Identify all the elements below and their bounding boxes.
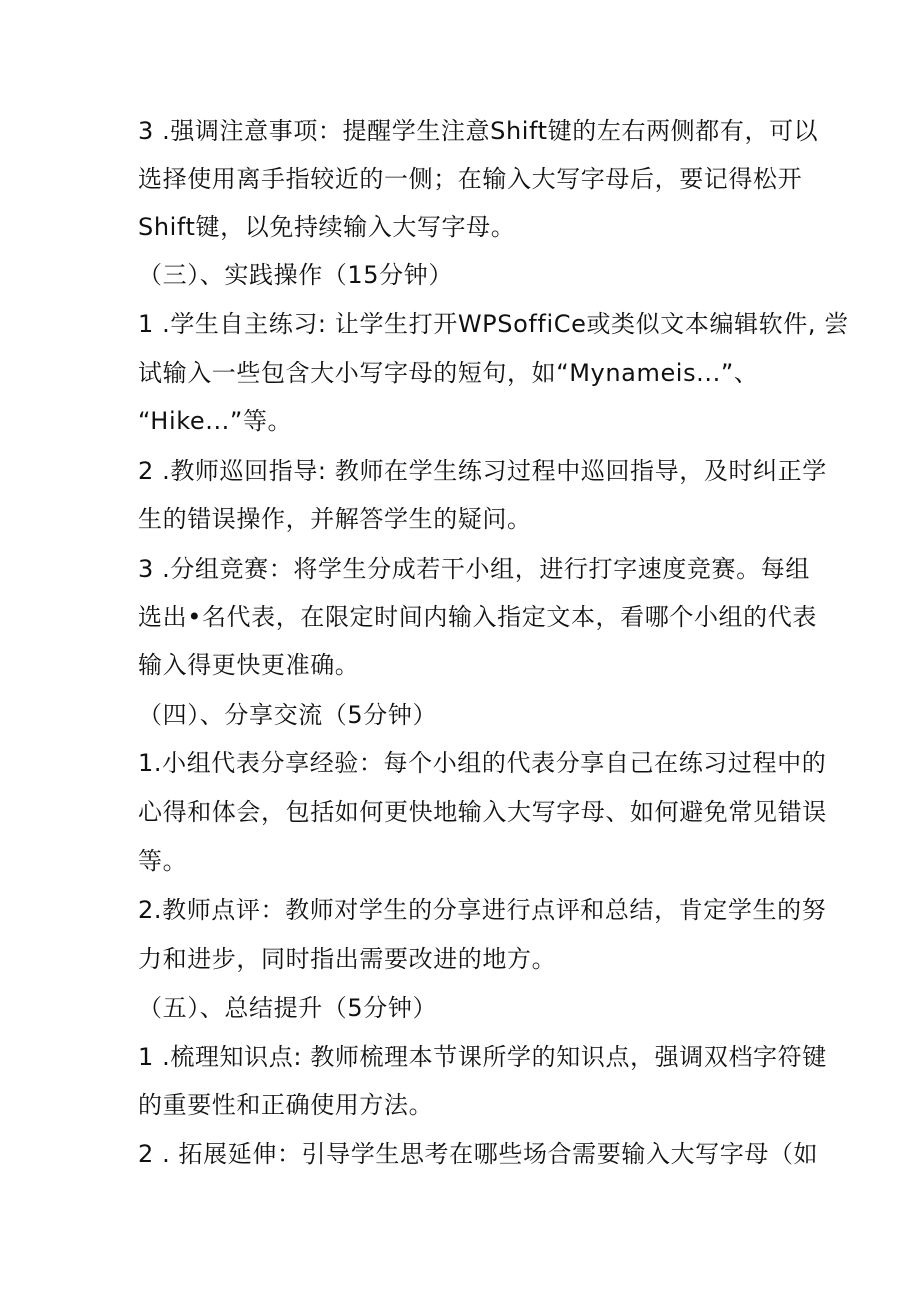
text-line: 心得和体会，包括如何更快地输入大写字母、如何避免常见错误 bbox=[138, 798, 827, 826]
text-line: 3 .强调注意事项：提醒学生注意Shift键的左右两侧都有，可以 bbox=[138, 117, 819, 145]
section-heading: （五）、总结提升（5分钟） bbox=[138, 994, 438, 1022]
text-line: 1 .梳理知识点: 教师梳理本节课所学的知识点，强调双档字符键 bbox=[138, 1043, 827, 1071]
text-line: 生的错误操作，并解答学生的疑问。 bbox=[138, 505, 532, 533]
section-heading: （三）、实践操作（15分钟） bbox=[138, 261, 453, 289]
text-line: 1 .学生自主练习: 让学生打开WPSoffiCe或类似文本编辑软件, 尝 bbox=[138, 310, 849, 338]
text-line: Shift键，以免持续输入大写字母。 bbox=[138, 213, 516, 241]
text-line: 等。 bbox=[138, 847, 188, 875]
text-line: 力和进步，同时指出需要改进的地方。 bbox=[138, 945, 557, 973]
text-line: 选出•名代表，在限定时间内输入指定文本，看哪个小组的代表 bbox=[138, 603, 817, 631]
text-line: 3 .分组竞赛：将学生分成若干小组，进行打字速度竞赛。每组 bbox=[138, 555, 810, 583]
text-line: “Hike...”等。 bbox=[138, 407, 293, 435]
text-line: 输入得更快更准确。 bbox=[138, 651, 360, 679]
text-line: 试输入一些包含大小写字母的短句，如“Mynameis...”、 bbox=[138, 359, 759, 387]
text-line: 2 . 拓展延伸：引导学生思考在哪些场合需要输入大写字母（如 bbox=[138, 1140, 819, 1168]
text-line: 的重要性和正确使用方法。 bbox=[138, 1091, 434, 1119]
text-line: 2.教师点评：教师对学生的分享进行点评和总结，肯定学生的努 bbox=[138, 896, 827, 924]
text-line: 1.小组代表分享经验：每个小组的代表分享自己在练习过程中的 bbox=[138, 749, 827, 777]
section-heading: （四）、分享交流（5分钟） bbox=[138, 701, 438, 729]
text-line: 2 .教师巡回指导: 教师在学生练习过程中巡回指导，及时纠正学 bbox=[138, 457, 827, 485]
text-line: 选择使用离手指较近的一侧；在输入大写字母后，要记得松开 bbox=[138, 165, 803, 193]
